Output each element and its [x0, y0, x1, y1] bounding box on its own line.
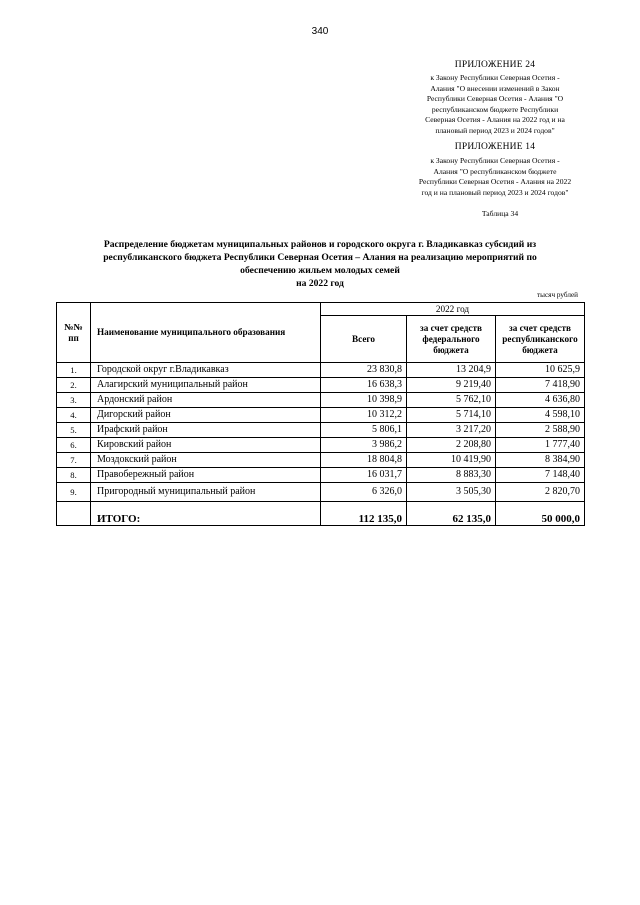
heading-line: Распределение бюджетам муниципальных районов и городского округа г. Владикавказ субсидий из: [103, 239, 537, 250]
row-num: 8.: [57, 468, 91, 483]
row-federal: 5 714,10: [407, 408, 496, 423]
heading-line: обеспечению жильем молодых семей: [240, 265, 400, 276]
appendix-14-line: год и на плановый период 2023 и 2024 годов": [421, 187, 569, 197]
row-federal: 3 505,30: [407, 483, 496, 502]
subsidy-table: [56, 302, 585, 526]
appendix-14-title: ПРИЛОЖЕНИЕ 14: [454, 142, 536, 152]
row-name: Ирафский район: [91, 423, 321, 438]
row-republic: 2 588,90: [496, 423, 585, 438]
appendix-24-line: Алания "О внесении изменений в Закон: [430, 83, 560, 93]
row-republic: 4 598,10: [496, 408, 585, 423]
header-name: Наименование муниципального образования: [91, 303, 321, 363]
table-row: [57, 423, 585, 438]
row-federal: 5 762,10: [407, 393, 496, 408]
appendix-14-line: к Закону Республики Северная Осетия -: [430, 156, 560, 165]
row-name: Пригородный муниципальный район: [91, 483, 321, 502]
row-name: Ардонский район: [91, 393, 321, 408]
appendix-24-line: Республики Северная Осетия - Алания "О: [426, 94, 564, 104]
row-num: 4.: [57, 408, 91, 423]
row-name: Дигорский район: [91, 408, 321, 423]
totals-row: [57, 502, 585, 526]
row-total: 6 326,0: [321, 483, 407, 502]
row-total: 23 830,8: [321, 363, 407, 378]
table-row: [57, 393, 585, 408]
header-year: 2022 год: [321, 303, 585, 316]
totals-num-cell: [57, 502, 91, 526]
row-total: 10 398,9: [321, 393, 407, 408]
row-name: Городской округ г.Владикавказ: [91, 363, 321, 378]
row-federal: 8 883,30: [407, 468, 496, 483]
row-name: Кировский район: [91, 438, 321, 453]
appendix-24-line: Северная Осетия - Алания на 2022 год и на: [425, 115, 565, 125]
table-label: Таблица 34: [481, 209, 519, 218]
table-row: [57, 438, 585, 453]
heading-line: на 2022 год: [296, 278, 344, 289]
totals-federal: 62 135,0: [407, 502, 496, 526]
row-federal: 2 208,80: [407, 438, 496, 453]
row-republic: 2 820,70: [496, 483, 585, 502]
totals-republic: 50 000,0: [496, 502, 585, 526]
row-name: Моздокский район: [91, 453, 321, 468]
row-republic: 7 418,90: [496, 378, 585, 393]
row-federal: 9 219,40: [407, 378, 496, 393]
appendix-14-line: Республики Северная Осетия - Алания на 2022: [418, 177, 572, 187]
document-heading: [70, 238, 570, 290]
table-row: [57, 378, 585, 393]
totals-label: ИТОГО:: [91, 502, 321, 526]
appendix-24-title: ПРИЛОЖЕНИЕ 24: [454, 60, 536, 70]
row-republic: 4 636,80: [496, 393, 585, 408]
header-num: №№ пп: [57, 303, 91, 363]
appendix-24-line: к Закону Республики Северная Осетия -: [430, 73, 560, 82]
appendix-24-line: республиканском бюджете Республики: [431, 104, 559, 114]
row-republic: 10 625,9: [496, 363, 585, 378]
table-row: [57, 363, 585, 378]
header-republic: за счет средств республиканского бюджета: [496, 316, 585, 363]
row-federal: 10 419,90: [407, 453, 496, 468]
appendix-24-line: плановый период 2023 и 2024 годов": [435, 125, 555, 135]
row-name: Правобережный район: [91, 468, 321, 483]
appendix-24-text: [395, 73, 595, 137]
table-row: [57, 408, 585, 423]
units-label: тысяч рублей: [537, 291, 578, 299]
row-num: 2.: [57, 378, 91, 393]
row-federal: 13 204,9: [407, 363, 496, 378]
row-num: 1.: [57, 363, 91, 378]
row-republic: 1 777,40: [496, 438, 585, 453]
row-num: 6.: [57, 438, 91, 453]
row-republic: 7 148,40: [496, 468, 585, 483]
row-republic: 8 384,90: [496, 453, 585, 468]
header-federal: за счет средств федерального бюджета: [407, 316, 496, 363]
appendix-14-line: Алания "О республиканском бюджете: [433, 166, 557, 176]
row-total: 16 638,3: [321, 378, 407, 393]
table-row: [57, 468, 585, 483]
appendix-14-text: [395, 156, 595, 198]
page-number: 340: [311, 26, 329, 37]
header-total: Всего: [321, 316, 407, 363]
row-name: Алагирский муниципальный район: [91, 378, 321, 393]
table-row: [57, 453, 585, 468]
row-num: 7.: [57, 453, 91, 468]
row-num: 5.: [57, 423, 91, 438]
row-num: 3.: [57, 393, 91, 408]
row-num: 9.: [57, 483, 91, 502]
totals-total: 112 135,0: [321, 502, 407, 526]
heading-line: республиканского бюджета Республики Северная Осетия – Алания на реализацию мероприятий по: [103, 252, 537, 263]
row-total: 10 312,2: [321, 408, 407, 423]
row-total: 5 806,1: [321, 423, 407, 438]
row-federal: 3 217,20: [407, 423, 496, 438]
row-total: 18 804,8: [321, 453, 407, 468]
table-row: [57, 483, 585, 502]
row-total: 3 986,2: [321, 438, 407, 453]
row-total: 16 031,7: [321, 468, 407, 483]
